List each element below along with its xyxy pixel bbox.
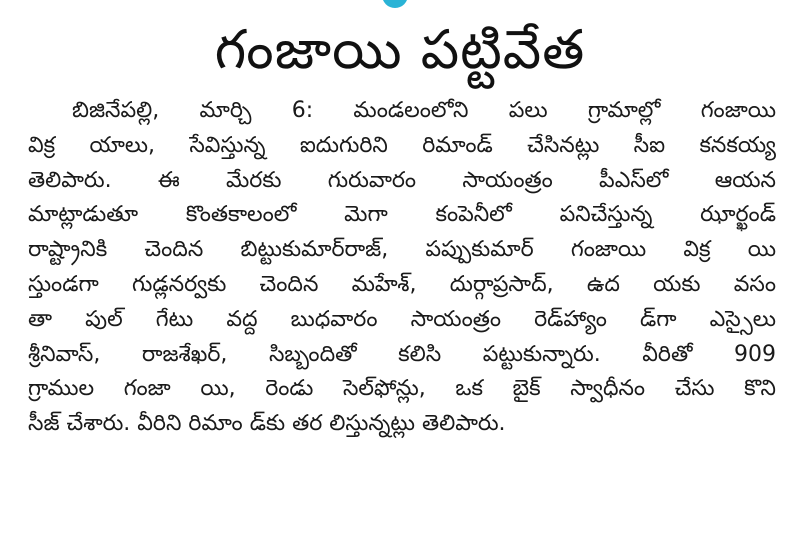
body-line-3: తెలిపారు. ఈ మేరకు గురువారం సాయంత్రం పీఎస్‌లో ఆయన	[28, 167, 776, 193]
body-line-7: తా పుల్ గేటు వద్ద బుధవారం సాయంత్రం రెడ్‌హ్యాం డ్‌గా ఎస్సైలు	[28, 306, 776, 332]
body-line-6: స్తుండగా గుడ్లనర్వకు చెందిన మహేశ్, దుర్గాప్రసాద్, ఉద యకు వసం	[28, 271, 776, 297]
decorative-blue-mark	[382, 0, 408, 8]
body-line-1: బిజినేపల్లి, మార్చి 6: మండలంలోని పలు గ్రామాల్లో గంజాయి	[72, 98, 776, 123]
article-headline: గంజాయి పట్టివేత	[214, 18, 586, 81]
body-line-4: మాట్లాడుతూ కొంతకాలంలో మెగా కంపెనీలో పనిచేస్తున్న ఝార్ఖండ్	[28, 202, 776, 228]
body-line-10: సీజ్ చేశారు. వీరిని రిమాం డ్‌కు తర లిస్తున్నట్లు తెలిపారు.	[28, 411, 506, 437]
body-line-2: విక్ర యాలు, సేవిస్తున్న ఐదుగురిని రిమాండ్ చేసినట్లు సీఐ కనకయ్య	[28, 132, 776, 158]
article-body	[28, 94, 776, 442]
body-line-9: గ్రాముల గంజా యి, రెండు సెల్‌ఫోన్లు, ఒక బైక్ స్వాధీనం చేసు కొని	[28, 376, 776, 402]
body-line-8: శ్రీనివాస్, రాజశేఖర్, సిబ్బందితో కలిసి పట్టుకున్నారు. వీరితో 909	[28, 341, 776, 367]
body-line-5: రాష్ట్రానికి చెందిన బిట్టుకుమార్‌రాజ్, పప్పుకుమార్ గంజాయి విక్ర యి	[28, 237, 776, 263]
